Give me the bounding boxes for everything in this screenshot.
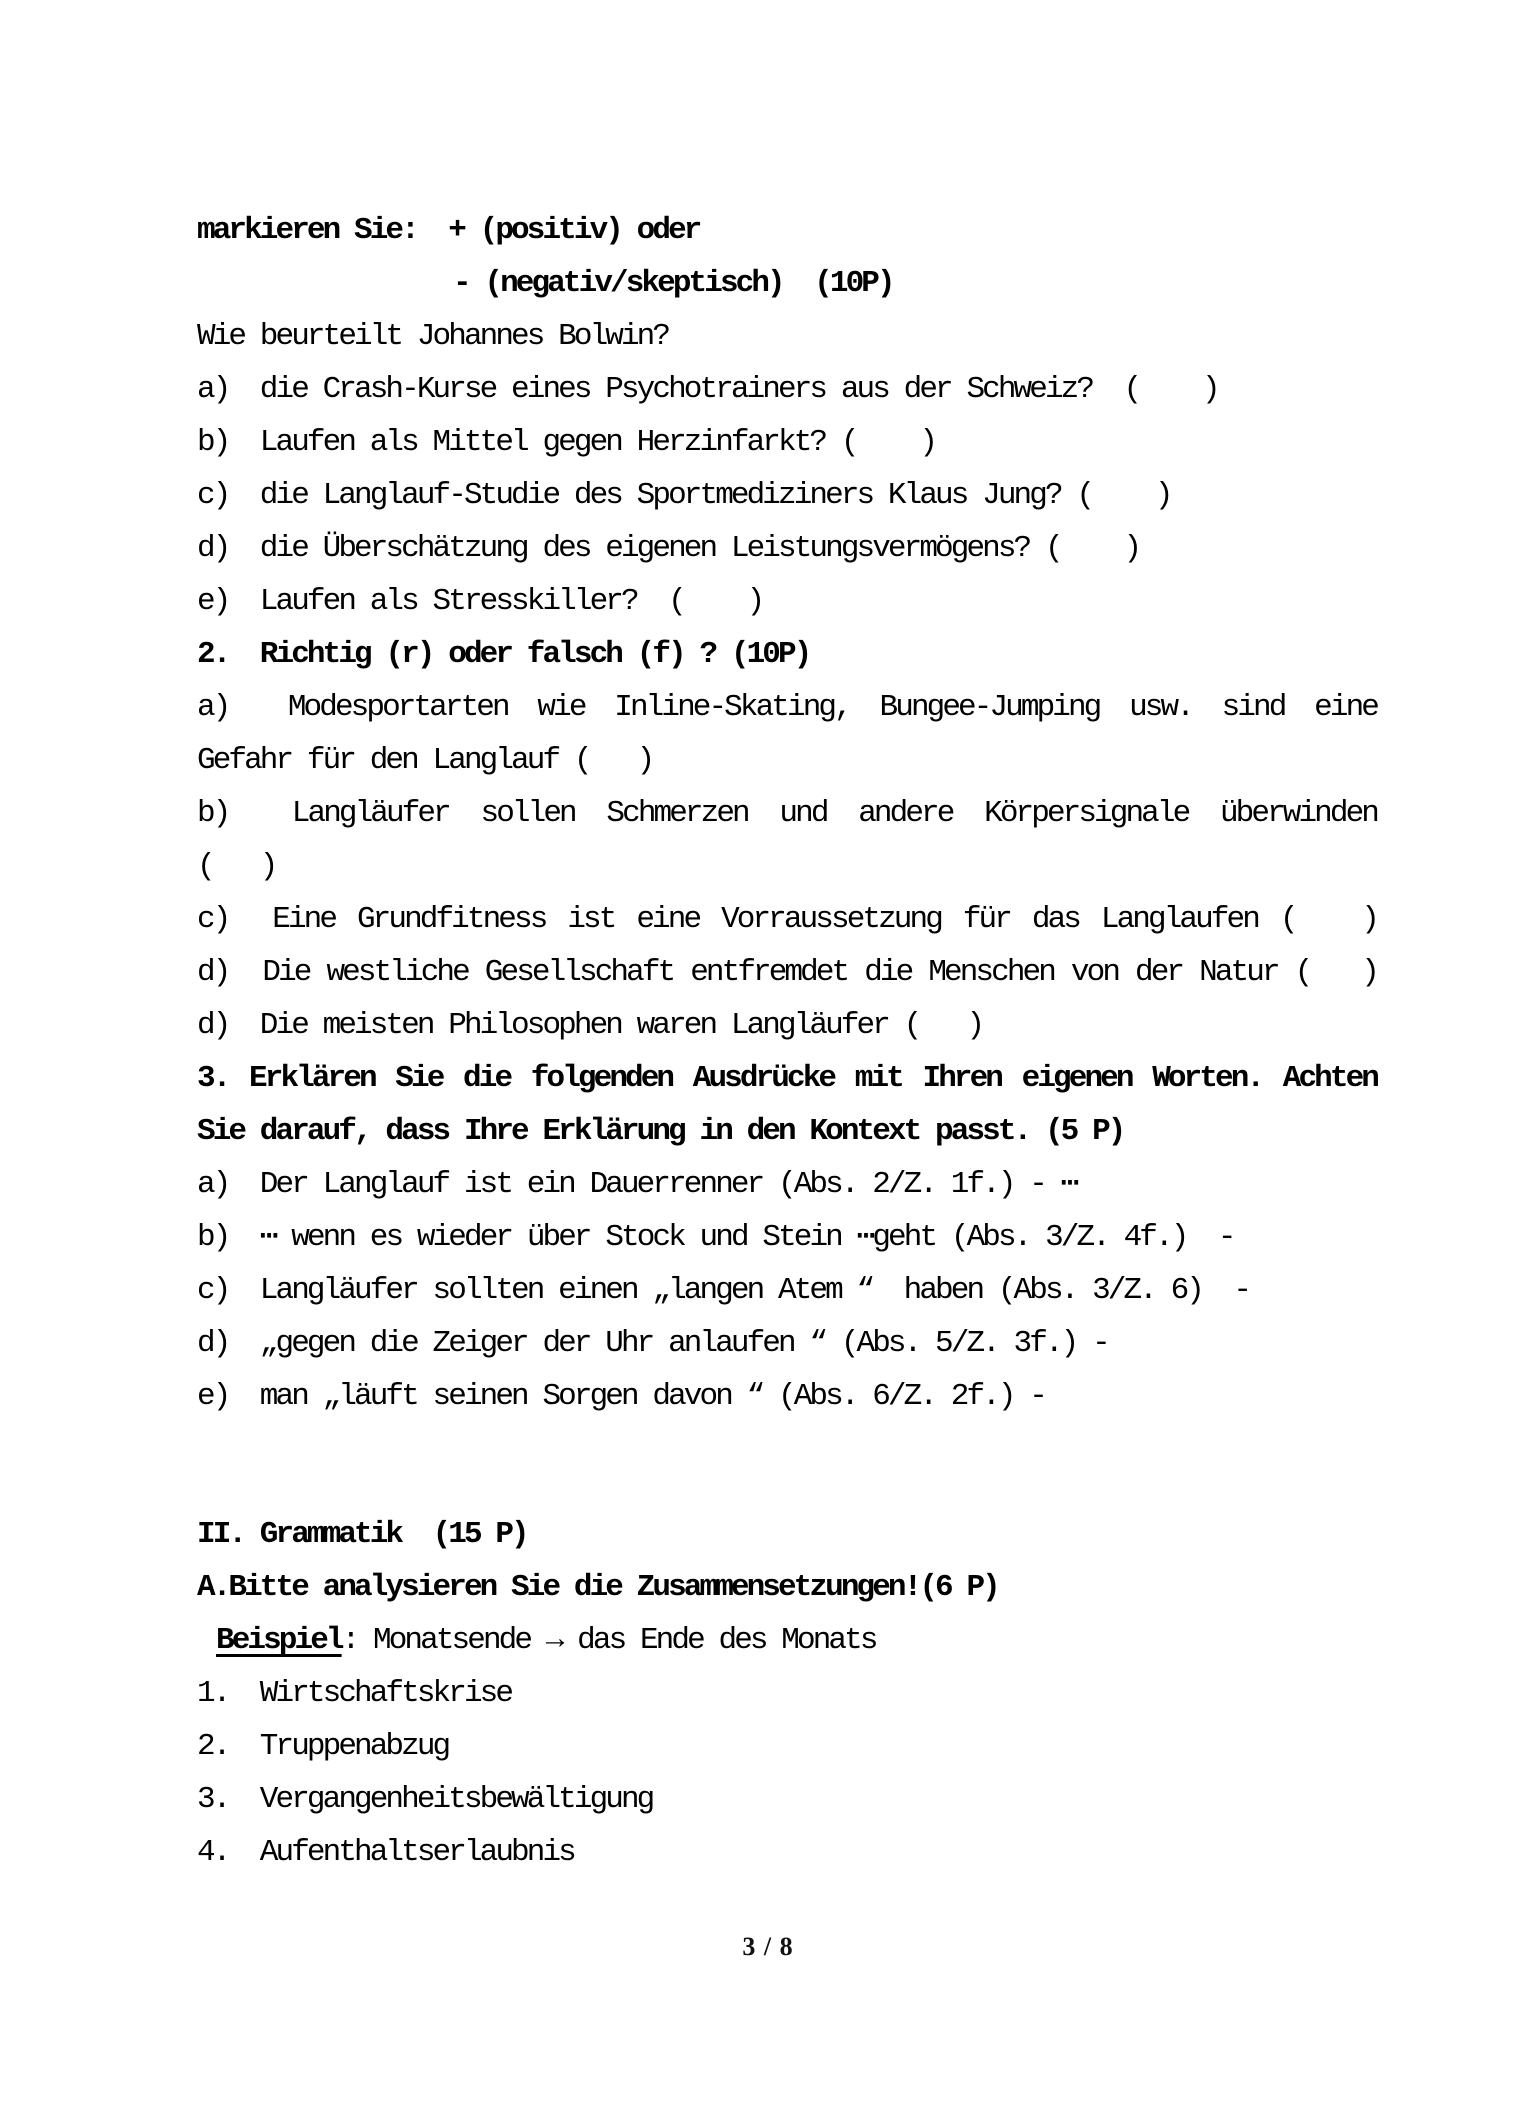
item-1a: a) die Crash-Kurse eines Psychotrainers aus der Schweiz? ( ): [197, 372, 1218, 407]
compound-item-3: 3. Vergangenheitsbewältigung: [197, 1782, 653, 1817]
beispiel-label: Beispiel: [216, 1623, 342, 1658]
item-3c: c) Langläufer sollten einen „langen Atem “ haben (Abs. 3/Z. 6) -: [197, 1273, 1250, 1308]
beispiel-text: : Monatsende → das Ende des Monats: [341, 1623, 876, 1658]
instruction-negativ: - (negativ/skeptisch) (10P): [453, 266, 893, 301]
section-ii-grammatik-heading: II. Grammatik (15 P): [197, 1517, 527, 1552]
section-iia-heading: A.Bitte analysieren Sie die Zusammensetzungen!(6 P): [197, 1570, 998, 1605]
page-number: 3 / 8: [742, 1932, 794, 1961]
section-2-heading: 2. Richtig (r) oder falsch (f) ? (10P): [197, 637, 810, 672]
item-3e: e) man „läuft seinen Sorgen davon “ (Abs. 6/Z. 2f.) -: [197, 1379, 1045, 1414]
item-3a: a) Der Langlauf ist ein Dauerrenner (Abs. 2/Z. 1f.) - ⋯: [197, 1167, 1077, 1202]
beispiel-line: [197, 1614, 1377, 1667]
item-2a-line1: a) Modesportarten wie Inline-Skating, Bungee-Jumping usw. sind eine: [197, 690, 1377, 725]
question-intro-bolwin: Wie beurteilt Johannes Bolwin?: [197, 319, 669, 354]
item-1c: c) die Langlauf-Studie des Sportmediziners Klaus Jung? ( ): [197, 478, 1171, 513]
item-2d-philosophen: d) Die meisten Philosophen waren Langläufer ( ): [197, 1008, 983, 1043]
compound-item-2: 2. Truppenabzug: [197, 1729, 449, 1764]
item-2a-line2: Gefahr für den Langlauf ( ): [197, 743, 653, 778]
blank-line: [197, 1423, 1377, 1508]
item-1b: b) Laufen als Mittel gegen Herzinfarkt? ( ): [197, 425, 936, 460]
item-2c: c) Eine Grundfitness ist eine Vorraussetzung für das Langlaufen ( ): [197, 902, 1377, 937]
compound-item-4: 4. Aufenthaltserlaubnis: [197, 1835, 574, 1870]
instruction-markieren: markieren Sie: + (positiv) oder: [197, 213, 700, 248]
item-1e: e) Laufen als Stresskiller? ( ): [197, 584, 763, 619]
item-2d-westliche: d) Die westliche Gesellschaft entfremdet die Menschen von der Natur ( ): [197, 955, 1377, 990]
item-2b-line2: ( ): [197, 849, 276, 884]
item-2b-line1: b) Langläufer sollen Schmerzen und andere Körpersignale überwinden: [197, 796, 1377, 831]
section-3-heading-line2: Sie darauf, dass Ihre Erklärung in den Kontext passt. (5 P): [197, 1114, 1124, 1149]
item-3b: b) ⋯ wenn es wieder über Stock und Stein ⋯geht (Abs. 3/Z. 4f.) -: [197, 1220, 1234, 1255]
item-1d: d) die Überschätzung des eigenen Leistungsvermögens? ( ): [197, 531, 1140, 566]
compound-item-1: 1. Wirtschaftskrise: [197, 1676, 512, 1711]
exam-text-block: [197, 204, 1377, 1879]
item-3d: d) „gegen die Zeiger der Uhr anlaufen “ (Abs. 5/Z. 3f.) -: [197, 1326, 1108, 1361]
section-3-heading-line1: 3. Erklären Sie die folgenden Ausdrücke mit Ihren eigenen Worten. Achten: [197, 1061, 1377, 1096]
